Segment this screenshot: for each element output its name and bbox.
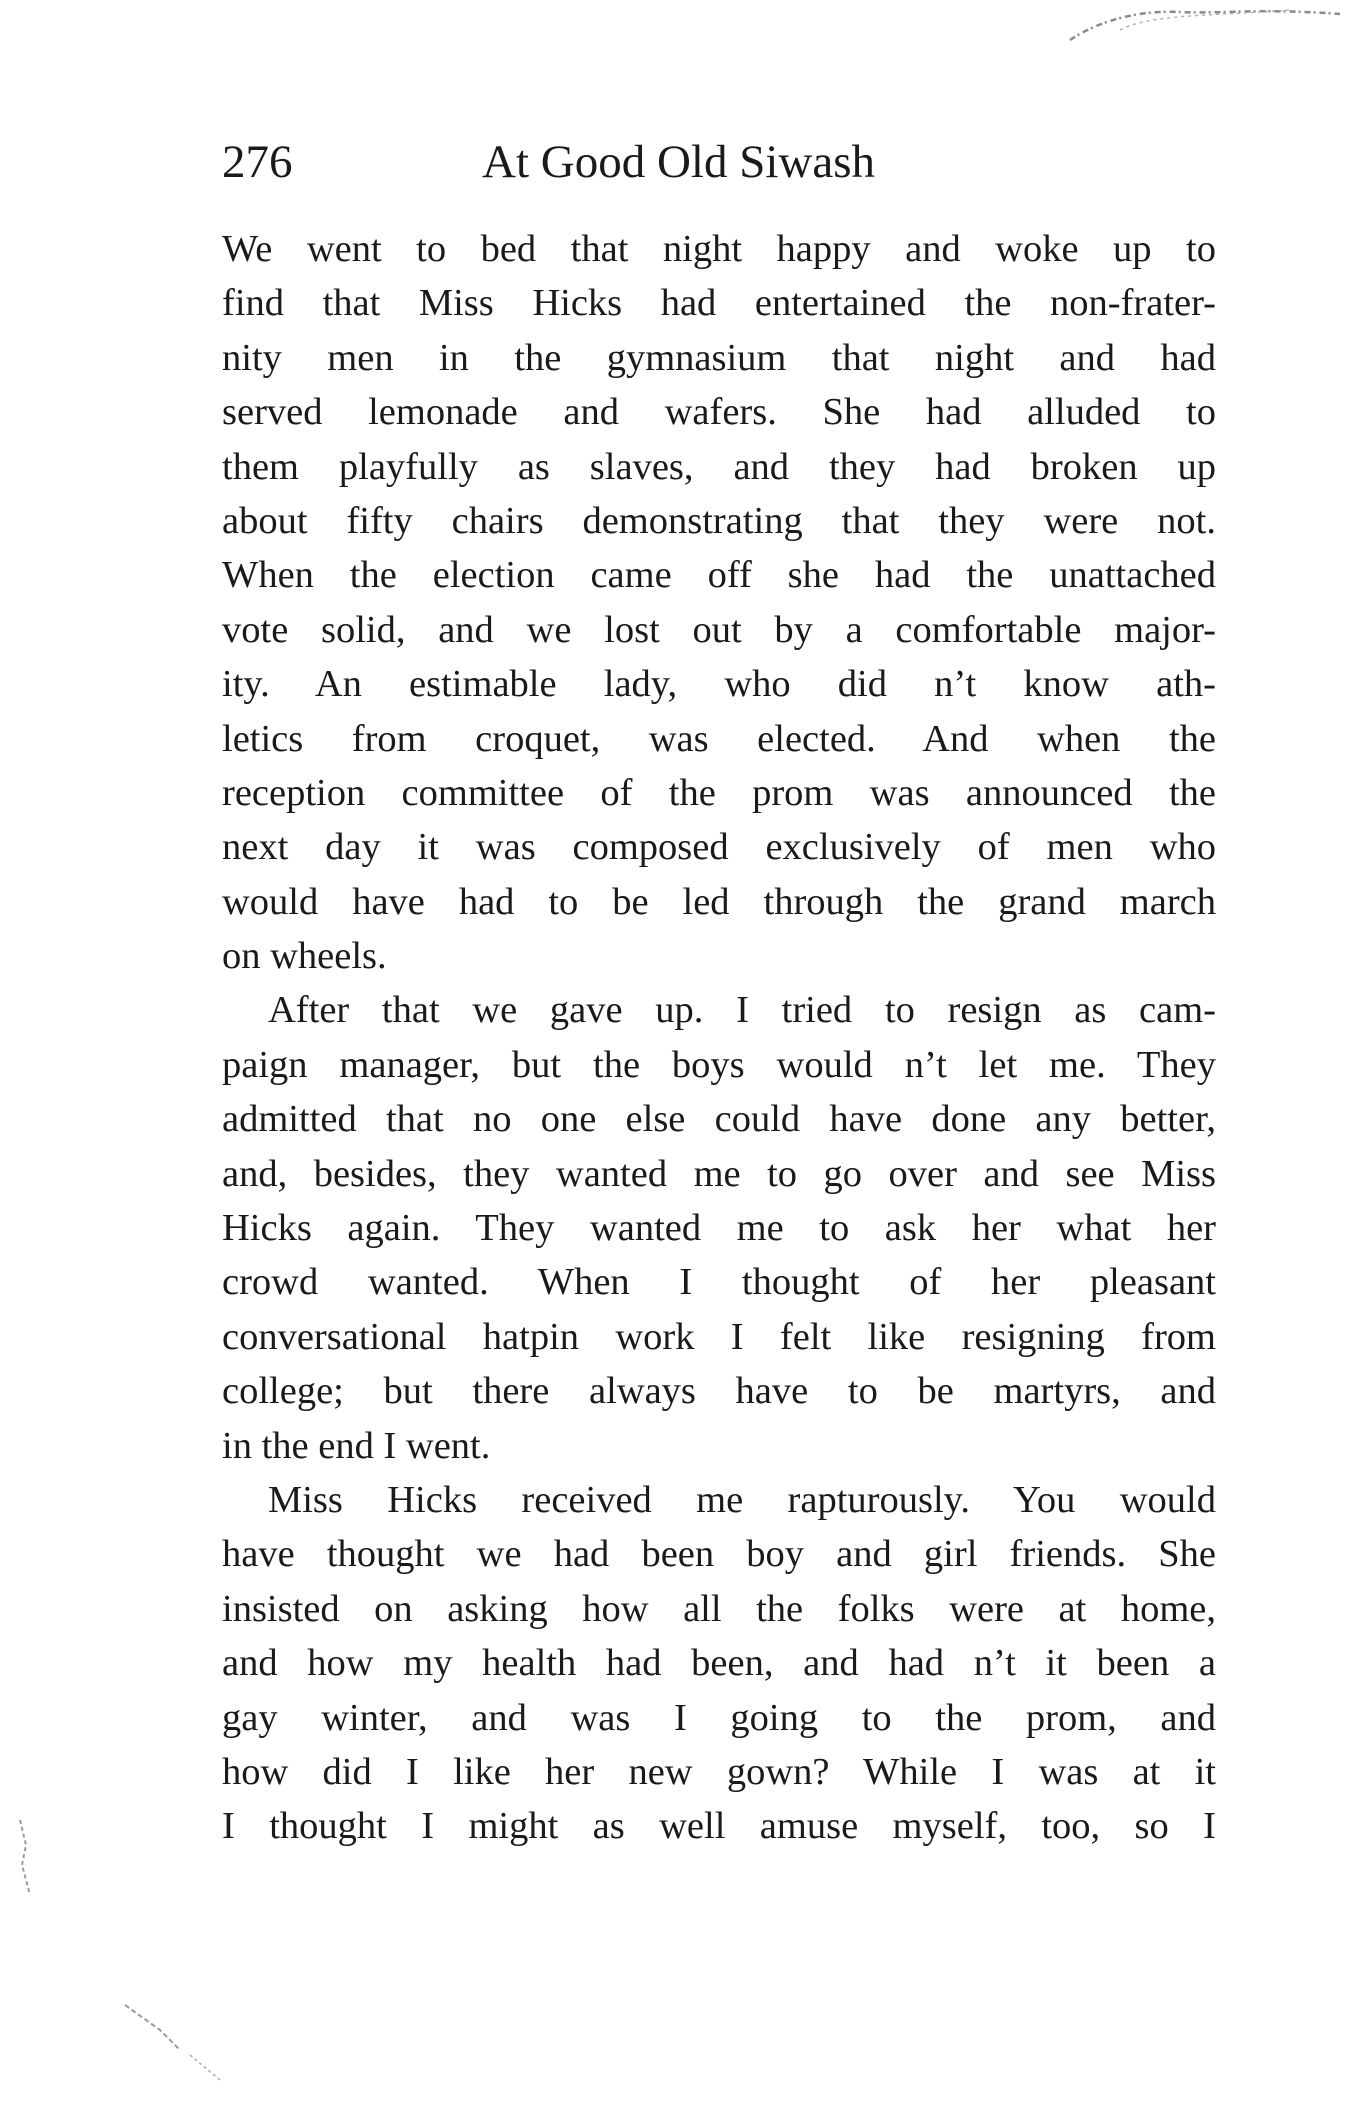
text-line: next day it was composed exclusively of men who — [222, 826, 1216, 869]
running-header — [222, 132, 1218, 192]
text-line: reception committee of the prom was announced the — [222, 771, 1216, 814]
paragraph — [222, 222, 1216, 983]
text-line: When the election came off she had the unattached — [222, 554, 1216, 597]
running-title: At Good Old Siwash — [482, 136, 875, 188]
text-line: We went to bed that night happy and woke up to — [222, 228, 1216, 270]
text-line: served lemonade and wafers. She had alluded to — [222, 391, 1216, 434]
body-text — [222, 222, 1216, 1854]
text-line: on wheels. — [222, 935, 387, 978]
text-line: conversational hatpin work I felt like resigning from — [222, 1315, 1216, 1358]
text-line: Miss Hicks received me rapturously. You would — [268, 1478, 1216, 1521]
text-line: gay winter, and was I going to the prom, and — [222, 1696, 1216, 1739]
text-line: about fifty chairs demonstrating that they were not. — [222, 499, 1216, 542]
text-line: Hicks again. They wanted me to ask her what her — [222, 1207, 1216, 1250]
text-line: have thought we had been boy and girl friends. She — [222, 1533, 1216, 1576]
text-line: nity men in the gymnasium that night and had — [222, 336, 1216, 379]
text-line: find that Miss Hicks had entertained the non-frater- — [222, 282, 1216, 325]
text-line: paign manager, but the boys would n’t let me. They — [222, 1043, 1216, 1086]
text-line: After that we gave up. I tried to resign as cam- — [268, 989, 1216, 1032]
page-number: 276 — [222, 136, 293, 188]
scan-speck-bottom-left — [120, 2000, 240, 2090]
text-line: in the end I went. — [222, 1424, 491, 1467]
text-line: letics from croquet, was elected. And when the — [222, 717, 1216, 760]
text-line: would have had to be led through the grand march — [222, 880, 1216, 923]
scan-speck-top-right — [1060, 0, 1350, 50]
text-line: crowd wanted. When I thought of her pleasant — [222, 1261, 1216, 1304]
text-line: how did I like her new gown? While I was at it — [222, 1750, 1216, 1793]
text-line: them playfully as slaves, and they had broken up — [222, 445, 1216, 488]
paragraph — [222, 983, 1216, 1473]
text-line: vote solid, and we lost out by a comfortable major- — [222, 608, 1216, 651]
text-line: and how my health had been, and had n’t it been a — [222, 1642, 1216, 1685]
text-line: I thought I might as well amuse myself, too, so I — [222, 1805, 1216, 1848]
text-line: admitted that no one else could have done any better, — [222, 1098, 1216, 1141]
paragraph — [222, 1473, 1216, 1854]
text-line: college; but there always have to be martyrs, and — [222, 1370, 1216, 1413]
text-line: insisted on asking how all the folks were at home, — [222, 1587, 1216, 1630]
scan-speck-left-margin — [12, 1815, 42, 1905]
text-line: and, besides, they wanted me to go over and see Miss — [222, 1152, 1216, 1195]
text-line: ity. An estimable lady, who did n’t know ath- — [222, 663, 1216, 706]
